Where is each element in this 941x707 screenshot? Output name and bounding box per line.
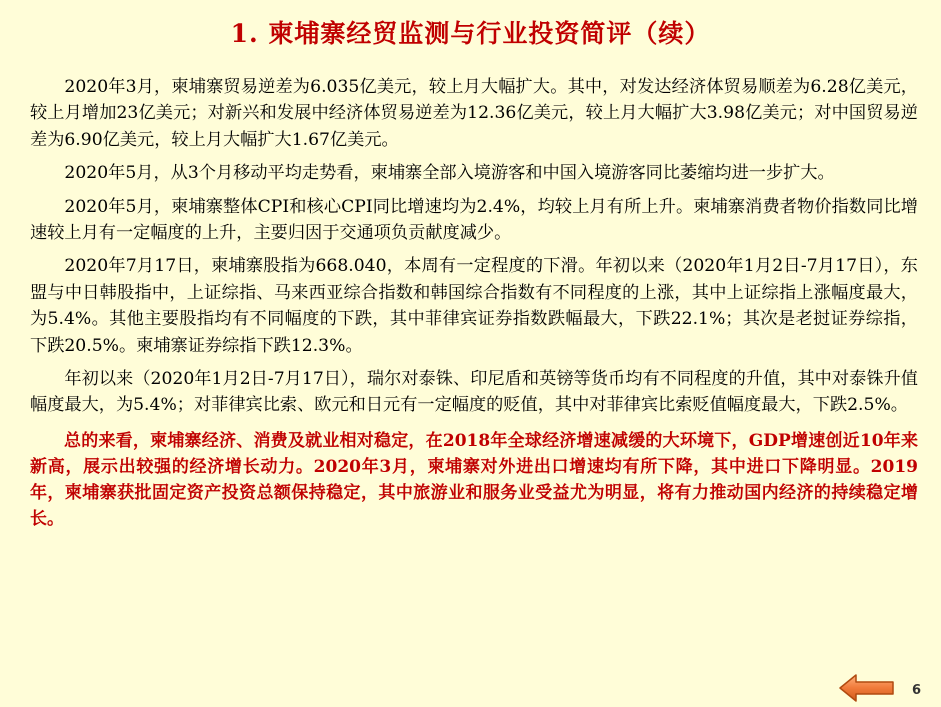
paragraph-tourism: 2020年5月，从3个月移动平均走势看，柬埔寨全部入境游客和中国入境游客同比萎缩均进一步扩大。: [64, 163, 835, 184]
slide-title: 1. 柬埔寨经贸监测与行业投资简评（续）: [230, 19, 711, 48]
back-button[interactable]: [838, 673, 896, 703]
left-arrow-icon: [838, 673, 896, 703]
slide-content: [30, 74, 918, 540]
paragraph-cpi: 2020年5月，柬埔寨整体CPI和核心CPI同比增速均为2.4%，均较上月有所上升。柬埔寨消费者物价指数同比增速较上月有一定幅度的上升，主要归因于交通项负贡献度减少。: [30, 196, 918, 244]
paragraph-exchange-rate: 年初以来（2020年1月2日-7月17日），瑞尔对泰铢、印尼盾和英镑等货币均有不同程度的升值，其中对泰铢升值幅度最大，为5.4%；对菲律宾比索、欧元和日元有一定幅度的贬值，其中对菲律宾比索贬值幅度最大，下跌2.5%。: [30, 369, 918, 416]
paragraph-stock-index: 2020年7月17日，柬埔寨股指为668.040，本周有一定程度的下滑。年初以来（2020年1月2日-7月17日），东盟与中日韩股指中，上证综指、马来西亚综合指数和韩国综合指数有不同程度的上涨，其中上证综指上涨幅度最大，为5.4%。其他主要股指均有不同幅度的下跌，其中菲律宾证券指数跌幅最大，下跌22.1%；其次是老挝证券综指，下跌20.5%。柬埔寨证券综指下跌12.3%。: [30, 256, 918, 356]
paragraph-summary: 总的来看，柬埔寨经济、消费及就业相对稳定，在2018年全球经济增速减缓的大环境下，GDP增速创近10年来新高，展示出较强的经济增长动力。2020年3月，柬埔寨对外进出口增速均有所下降，其中进口下降明显。2019年，柬埔寨获批固定资产投资总额保持稳定，其中旅游业和服务业受益尤为明显，将有力推动国内经济的持续稳定增长。: [30, 430, 918, 530]
paragraph-trade-balance: 2020年3月，柬埔寨贸易逆差为6.035亿美元，较上月大幅扩大。其中，对发达经济体贸易顺差为6.28亿美元，较上月增加23亿美元；对新兴和发展中经济体贸易逆差为12.36亿美元，较上月大幅扩大3.98亿美元；对中国贸易逆差为6.90亿美元，较上月大幅扩大1.67亿美元。: [30, 77, 918, 150]
page-number: 6: [912, 683, 922, 698]
